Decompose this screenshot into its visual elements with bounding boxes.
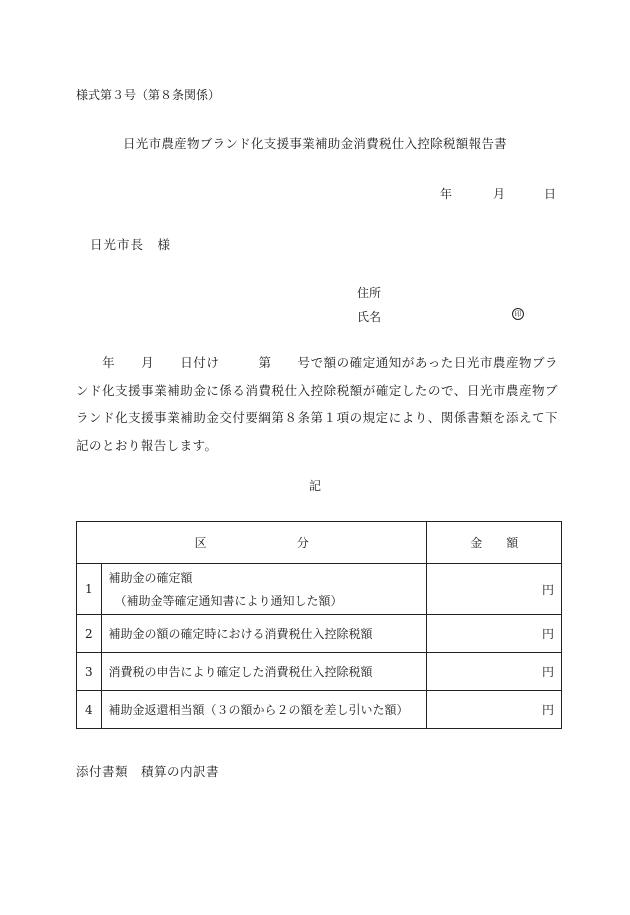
row-amount-unit: 円 — [427, 615, 562, 653]
table-row — [77, 653, 562, 691]
date-month-label: 月 — [493, 187, 506, 201]
addressee: 日光市長 様 — [90, 237, 172, 252]
row-amount-unit: 円 — [427, 653, 562, 691]
row-item — [101, 564, 427, 615]
report-body-text: 年 月 日付け 第 号で額の確定通知があった日光市農産物ブランド化支援事業補助金に係る消費税仕入控除税額が確定したので、日光市農産物ブランド化支援事業補助金交付要綱第８条第１項の規定により、関係書類を添えて下記のとおり報告します。 — [76, 355, 558, 453]
table-row — [77, 691, 562, 729]
table-row — [77, 615, 562, 653]
row-item: 補助金返還相当額（３の額から２の額を差し引いた額） — [101, 691, 427, 729]
row-amount-unit: 円 — [427, 691, 562, 729]
report-table — [76, 521, 562, 729]
row-item: 消費税の申告により確定した消費税仕入控除税額 — [101, 653, 427, 691]
header-amount: 金 額 — [427, 522, 562, 564]
header-category-char-1: 区 — [194, 536, 207, 550]
address-label: 住所 — [357, 286, 382, 300]
row-item-label: 補助金の確定額 — [108, 571, 193, 585]
row-item: 補助金の額の確定時における消費税仕入控除税額 — [101, 615, 427, 653]
row-number: 4 — [77, 691, 102, 729]
document-title: 日光市農産物ブランド化支援事業補助金消費税仕入控除税額報告書 — [122, 136, 507, 151]
row-number: 3 — [77, 653, 102, 691]
form-number: 様式第３号（第８条関係） — [76, 88, 221, 102]
row-number: 2 — [77, 615, 102, 653]
row-number: 1 — [77, 564, 102, 615]
name-label: 氏名 — [357, 310, 382, 324]
date-day-label: 日 — [544, 187, 557, 201]
header-category-char-2: 分 — [296, 536, 309, 550]
header-category — [77, 522, 427, 564]
seal-mark: 印 — [512, 308, 524, 320]
date-year-label: 年 — [440, 187, 453, 201]
table-row — [77, 564, 562, 615]
ki-heading: 記 — [308, 479, 321, 493]
attachments-note: 添付書類 積算の内訳書 — [76, 764, 220, 779]
row-amount-unit: 円 — [427, 564, 562, 615]
row-item-note: （補助金等確定通知書により通知した額） — [114, 594, 343, 608]
table-header-row — [77, 522, 562, 564]
